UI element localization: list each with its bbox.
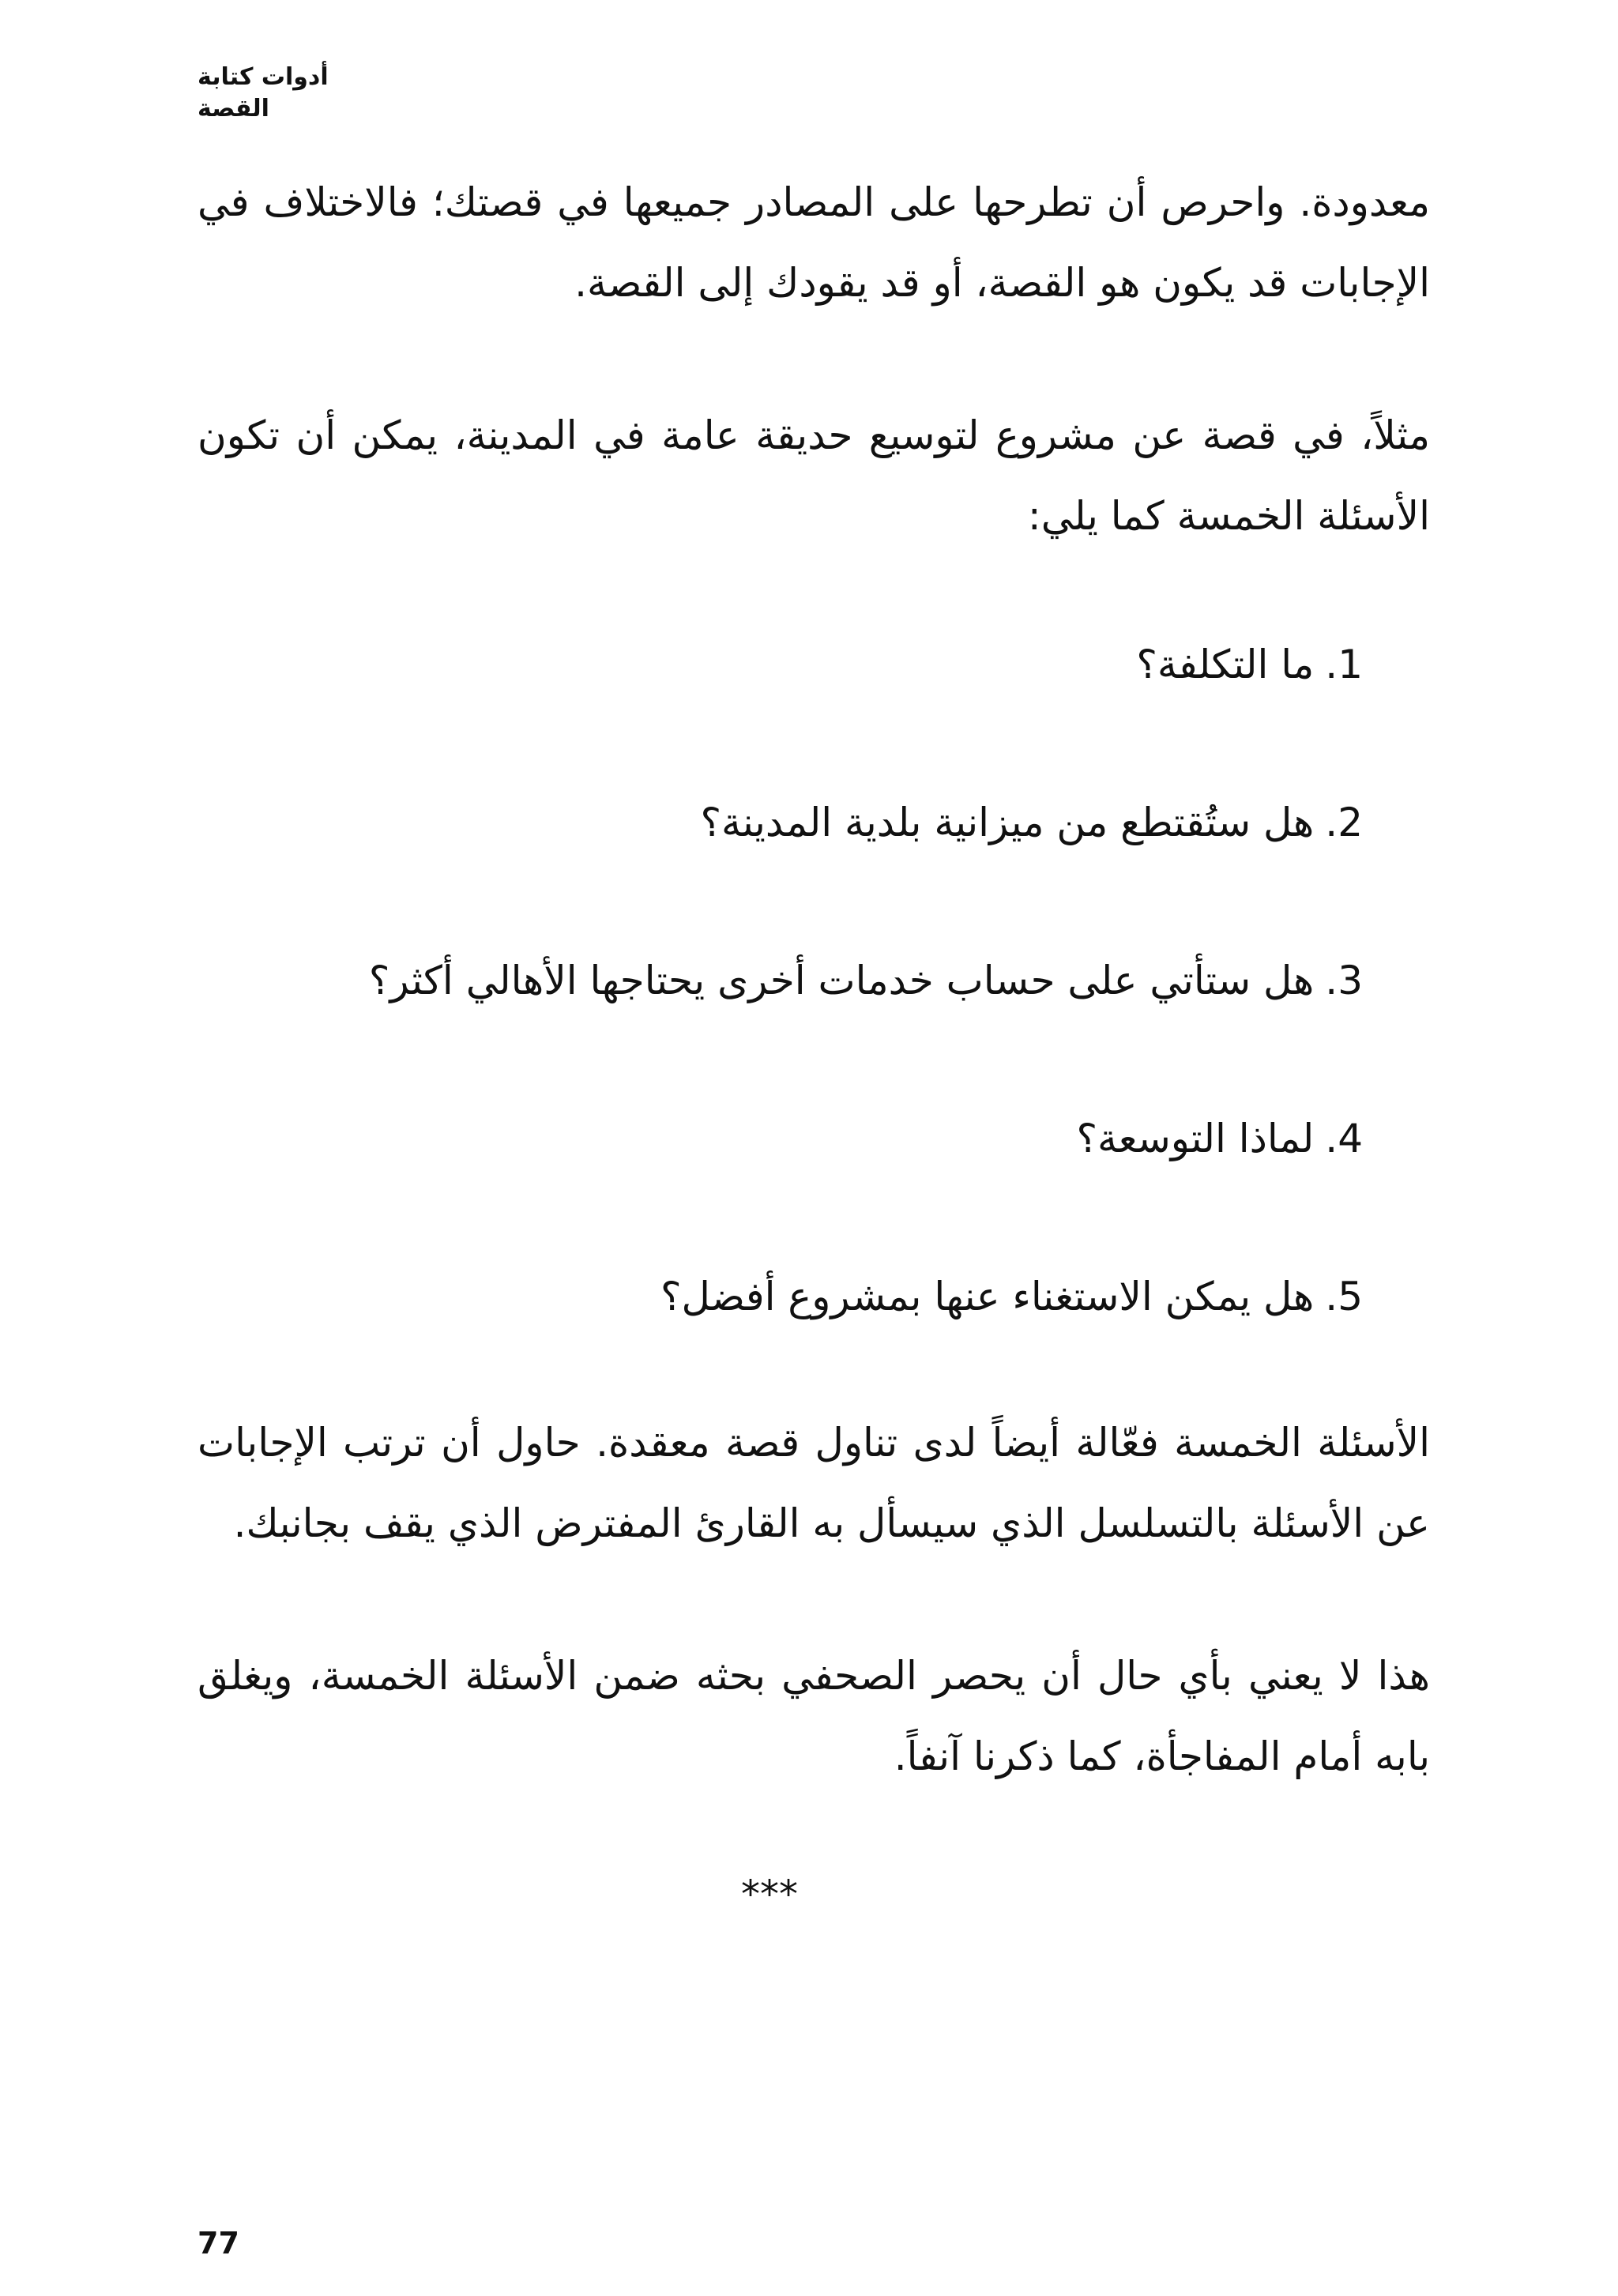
questions-list <box>198 624 1363 1414</box>
list-item <box>198 940 1363 1098</box>
question-text: هل ستأتي على حساب خدمات أخرى يحتاجها الأهالي أكثر؟ <box>368 958 1315 1003</box>
running-header-title: أدوات كتابة القصة <box>198 63 329 122</box>
question-text: هل ستُقتطع من ميزانية بلدية المدينة؟ <box>700 800 1315 845</box>
question-number: 4. <box>1325 1116 1363 1161</box>
list-item <box>198 782 1363 940</box>
paragraph-complex-story: الأسئلة الخمسة فعّالة أيضاً لدى تناول قصة معقدة. حاول أن ترتب الإجابات عن الأسئلة بالتسلسل الذي سيسأل به القارئ المفترض الذي يقف بجانبك. <box>198 1420 1430 1546</box>
paragraph-example-intro: مثلاً، في قصة عن مشروع لتوسيع حديقة عامة في المدينة، يمكن أن تكون الأسئلة الخمسة كما يلي: <box>198 412 1430 539</box>
list-item <box>198 624 1363 782</box>
question-text: لماذا التوسعة؟ <box>1076 1116 1315 1161</box>
separator-asterisks: *** <box>741 1873 798 1917</box>
page-number: 77 <box>198 2226 239 2260</box>
question-number: 5. <box>1325 1274 1363 1319</box>
paragraph-intro-continuation: معدودة. واحرص أن تطرحها على المصادر جميعها في قصتك؛ فالاختلاف في الإجابات قد يكون هو القصة، أو قد يقودك إلى القصة. <box>198 179 1430 306</box>
list-item <box>198 1098 1363 1256</box>
list-item <box>198 1256 1363 1414</box>
question-text: ما التكلفة؟ <box>1136 642 1315 687</box>
question-text: هل يمكن الاستغناء عنها بمشروع أفضل؟ <box>660 1274 1315 1319</box>
question-number: 2. <box>1325 800 1363 845</box>
paragraph-surprise: هذا لا يعني بأي حال أن يحصر الصحفي بحثه ضمن الأسئلة الخمسة، ويغلق بابه أمام المفاجأة، كما ذكرنا آنفاً. <box>198 1653 1430 1779</box>
question-number: 1. <box>1325 642 1363 687</box>
section-separator <box>0 1871 1618 1918</box>
question-number: 3. <box>1325 958 1363 1003</box>
